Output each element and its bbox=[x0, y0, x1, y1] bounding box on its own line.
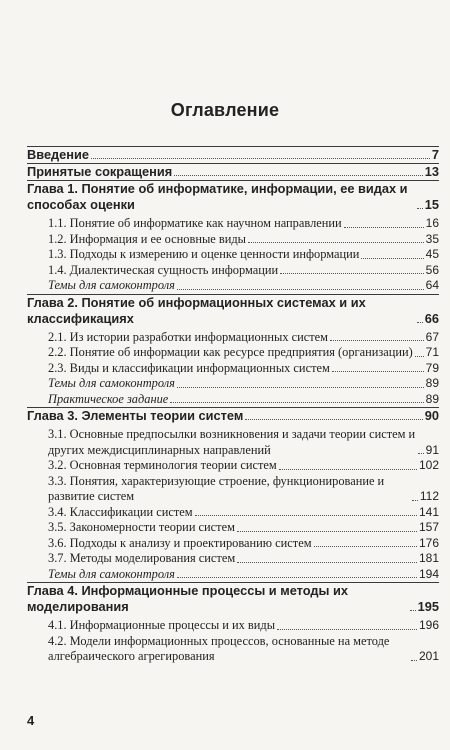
toc-chapter-2[interactable]: Глава 2. Понятие об информационных системах и их классификациях 66 bbox=[27, 294, 439, 326]
toc-entry-1-review[interactable]: Темы для самоконтроля 64 bbox=[48, 278, 439, 292]
toc-entry-2-practice[interactable]: Практическое задание 89 bbox=[48, 391, 439, 406]
toc-entry-2-3[interactable]: 2.3. Виды и классификации информационных систем 79 bbox=[48, 360, 439, 375]
table-of-contents bbox=[27, 146, 439, 665]
toc-chapter-3[interactable]: Глава 3. Элементы теории систем 90 bbox=[27, 408, 439, 423]
toc-entry-2-review[interactable]: Темы для самоконтроля 89 bbox=[48, 376, 439, 390]
toc-entry-3-7[interactable]: 3.7. Методы моделирования систем 181 bbox=[48, 551, 439, 565]
toc-entry-3-5[interactable]: 3.5. Закономерности теории систем 157 bbox=[48, 520, 439, 534]
toc-entry-1-3[interactable]: 1.3. Подходы к измерению и оценке ценности информации 45 bbox=[48, 247, 439, 261]
toc-entry-4-2[interactable]: 4.2. Модели информационных процессов, основанные на методе алгебраического агрегирования 201 bbox=[48, 633, 439, 663]
toc-entry-3-2[interactable]: 3.2. Основная терминология теории систем 102 bbox=[48, 458, 439, 472]
toc-entry-3-4[interactable]: 3.4. Классификации систем 141 bbox=[48, 504, 439, 519]
page-number: 4 bbox=[27, 713, 35, 728]
toc-entry-4-1[interactable]: 4.1. Информационные процессы и их виды 196 bbox=[48, 618, 439, 632]
toc-chapter-1[interactable]: Глава 1. Понятие об информатике, информации, ее видах и способах оценки 15 bbox=[27, 181, 439, 212]
toc-entry-intro[interactable]: Введение 7 bbox=[27, 147, 439, 162]
toc-entry-1-1[interactable]: 1.1. Понятие об информатике как научном направлении 16 bbox=[48, 216, 439, 230]
toc-chapter-4[interactable]: Глава 4. Информационные процессы и методы их моделирования 195 bbox=[27, 583, 439, 614]
toc-entry-3-3[interactable]: 3.3. Понятия, характеризующие строение, функционирование и развитие систем 112 bbox=[48, 473, 439, 503]
toc-entry-2-1[interactable]: 2.1. Из истории разработки информационных систем 67 bbox=[48, 329, 439, 344]
toc-entry-1-2[interactable]: 1.2. Информация и ее основные виды 35 bbox=[48, 231, 439, 246]
page-title: Оглавление bbox=[170, 100, 280, 120]
toc-entry-3-6[interactable]: 3.6. Подходы к анализу и проектированию систем 176 bbox=[48, 535, 439, 550]
toc-entry-1-4[interactable]: 1.4. Диалектическая сущность информации 56 bbox=[48, 262, 439, 277]
toc-entry-3-1[interactable]: 3.1. Основные предпосылки возникновения и задачи теории систем и других междисциплинарных направлений 91 bbox=[48, 427, 439, 457]
toc-entry-3-review[interactable]: Темы для самоконтроля 194 bbox=[48, 566, 439, 581]
toc-entry-2-2[interactable]: 2.2. Понятие об информации как ресурсе предприятия (организации) 71 bbox=[48, 345, 439, 359]
toc-entry-abbrev[interactable]: Принятые сокращения 13 bbox=[27, 164, 439, 179]
